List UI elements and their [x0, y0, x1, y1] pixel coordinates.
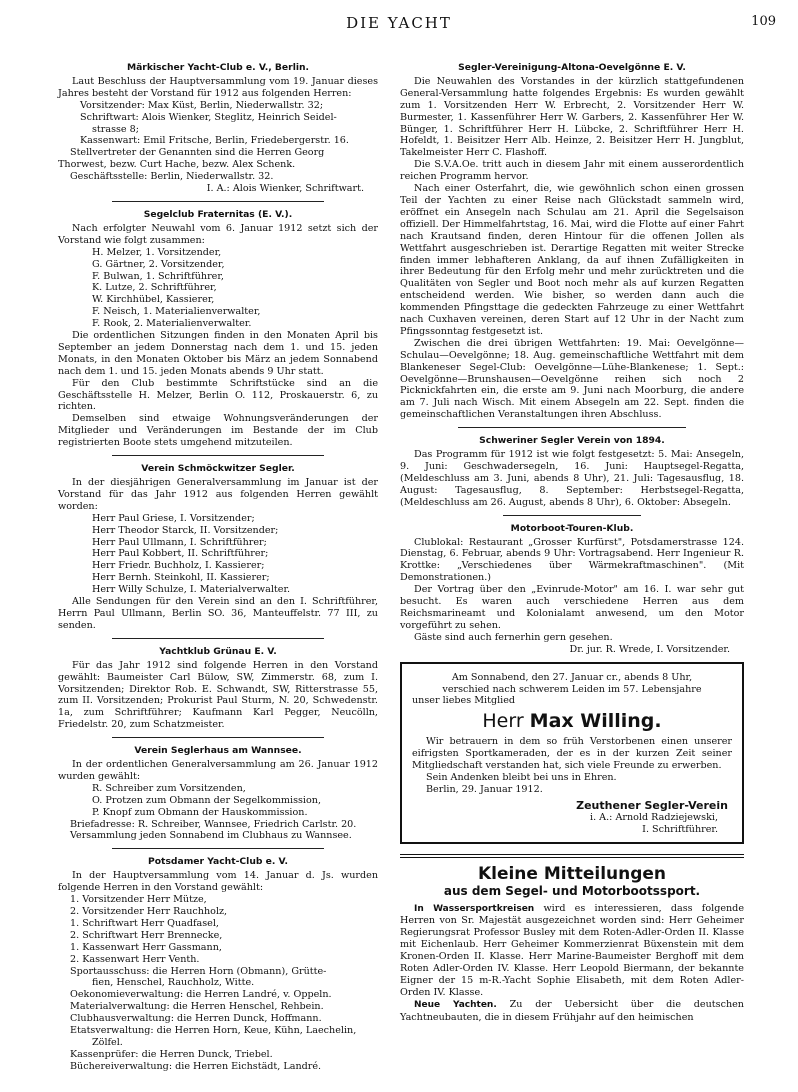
- text-line: Briefadresse: R. Schreiber, Wannsee, Friedrich Carlstr. 20.: [70, 818, 357, 830]
- paragraph: In der ordentlichen Generalversammlung am 26. Januar 1912 wurden gewählt:: [58, 759, 378, 782]
- member-line: Herr Theodor Starck, II. Vorsitzender;: [92, 524, 279, 536]
- paragraph: Sein Andenken bleibt bei uns in Ehren.: [426, 772, 617, 784]
- journal-title: DIE YACHT: [346, 14, 452, 32]
- text-line: Oekonomieverwaltung: die Herren Landré, v. Oppeln.: [70, 989, 332, 1001]
- text-line: R. Schreiber zum Vorsitzenden,: [92, 782, 246, 794]
- section-subheading: aus dem Segel- und Motorbootssport.: [443, 883, 701, 898]
- section-title: Schweriner Segler Verein von 1894.: [479, 435, 665, 447]
- paragraph: In der Hauptversammlung vom 14. Januar d. Js. wurden folgende Herren in den Vorstand gewählt:: [58, 870, 378, 894]
- section-title: Potsdamer Yacht-Club e. V.: [148, 856, 288, 868]
- text-line: Schriftwart: Alois Wienker, Steglitz, Heinrich Seidel-: [80, 111, 337, 123]
- paragraph: Für den Club bestimmte Schriftstücke sind an die Geschäftsstelle H. Melzer, Berlin O. 112, Proskauerstr. 6, zu richten.: [58, 377, 378, 413]
- section-kleine-mitteilungen: [400, 854, 744, 1024]
- paragraph: Gäste sind auch fernerhin gern gesehen.: [414, 631, 613, 643]
- lead-in: In Wassersportkreisen: [414, 903, 535, 914]
- page-number: 109: [751, 14, 776, 29]
- paragraph: Nach einer Osterfahrt, die, wie gewöhnlich schon einen grossen Teil der Yachten zu einer Reise nach Glückstadt sammeln wird, eröffnet ein Ansegeln nach Schulau am 21. April die Segelsaison offiziell. Der Himmelfahrtstag, 16. Mai, wird die Flotte auf einer Fahrt nach Krautsand finden, deren Hintour für die offenen Jollen als Wettfahrt ausgeschrieben ist. Derartige Regatten mit weiter Strecke finden immer lebhafteren Anklang, da auf ihnen Zufälligkeiten in ihrer Bedeutung für den Erfolg mehr und mehr zurücktreten und die Qualitäten von Segler und Boot noch mehr als auf kurzen Regatten entscheidend werden. Wie bisher, so werden dann auch die kommenden Pfingsttage die gedeckten Fahrzeuge zu einer Wettfahrt nach Cuxhaven vereinen, deren Start auf 12 Uhr in der Nacht zum Pfingssonntag festgesetzt ist.: [400, 183, 744, 337]
- member-line: F. Neisch, 1. Materialienverwalter,: [92, 306, 261, 318]
- text-line: Büchereiverwaltung: die Herren Eichstädt, Landré.: [70, 1060, 322, 1072]
- deceased-name: [412, 709, 732, 733]
- signature: I. A.: Alois Wienker, Schriftwart.: [206, 183, 364, 195]
- section-title: Verein Seglerhaus am Wannsee.: [134, 745, 302, 757]
- text-line: fien, Henschel, Rauchholz, Witte.: [92, 977, 255, 989]
- obituary-notice: [400, 662, 744, 844]
- section-potsdamer-yacht-club: [58, 856, 378, 1072]
- text-line: Stellvertreter der Genannten sind die Herren Georg: [70, 147, 325, 159]
- left-column: [58, 62, 378, 1079]
- text-line: Sportausschuss: die Herren Horn (Obmann), Grütte-: [70, 965, 327, 977]
- paragraph: Die S.V.A.Oe. tritt auch in diesem Jahr mit einem ausserordentlich reichen Programm hervor.: [400, 159, 744, 183]
- paragraph: Laut Beschluss der Hauptversammlung vom 19. Januar dieses Jahres besteht der Vorstand für 1912 aus folgenden Herren:: [58, 75, 378, 99]
- paragraph: Alle Sendungen für den Verein sind an den I. Schriftführer, Herrn Paul Ullmann, Berlin SO. 36, Manteuffelstr. 77 III, zu senden.: [58, 596, 378, 631]
- member-line: Herr Bernh. Steinkohl, II. Kassierer;: [92, 572, 270, 584]
- member-line: Herr Friedr. Buchholz, I. Kassierer;: [92, 560, 265, 572]
- text-line: Kassenwart: Emil Fritsche, Berlin, Friedebergerstr. 16.: [80, 135, 349, 147]
- section-title: Yachtklub Grünau E. V.: [159, 645, 277, 657]
- paragraph: Für das Jahr 1912 sind folgende Herren in den Vorstand gewählt: Baumeister Carl Bülow, SW, Zimmerstr. 68, zum I. Vorsitzenden; Direktor Rob. E. Schwandt, SW, Ritterstrasse 55, zum II. Vorsitzenden; Prokurist Paul Sturm, N. 20, Schwedenstr. 1a, zum Schriftführer; Kaufmann Karl Pegger, Neucölln, Friedelstr. 20, zum Schatzmeister.: [58, 659, 378, 731]
- text-line: 1. Vorsitzender Herr Mütze,: [70, 894, 207, 906]
- section-sv-altona-oevelgoenne: [400, 62, 744, 428]
- text-line: 2. Kassenwart Herr Venth.: [70, 953, 200, 965]
- section-yachtklub-gruenau: [58, 646, 378, 738]
- text-line: Etatsverwaltung: die Herren Horn, Keue, Kühn, Laechelin,: [70, 1025, 357, 1037]
- section-title: Segelclub Fraternitas (E. V.).: [143, 208, 293, 220]
- club-name: Zeuthener Segler-Verein: [576, 798, 728, 812]
- divider: [458, 427, 685, 428]
- place-date: Berlin, 29. Januar 1912.: [426, 783, 543, 795]
- text-line: Clubhausverwaltung: die Herren Dunck, Hoffmann.: [70, 1013, 322, 1025]
- paragraph: Das Programm für 1912 ist wie folgt festgesetzt: 5. Mai: Ansegeln, 9. Juni: Geschwadersegeln, 16. Juni: Hauptsegel-Regatta, (Meldeschluss am 3. Juni, abends 8 Uhr), 21. Juli: Tagesausflug, 18. August: Tagesausflug, 8. September: Herbstsegel-Regatta, (Meldeschluss am 26. August, abends 8 Uhr), 6. Oktober: Absegeln.: [400, 449, 744, 508]
- paragraph: Wir betrauern in dem so früh Verstorbenen einen unserer eifrigsten Sportkameraden, der es in der kurzen Zeit seiner Mitgliedschaft verstanden hat, sich viele Freunde zu erwerben.: [412, 736, 732, 772]
- divider: [112, 638, 323, 639]
- member-line: H. Melzer, 1. Vorsitzender,: [92, 246, 222, 258]
- text-line: Thorwest, bezw. Curt Hache, bezw. Alex Schenk.: [58, 159, 296, 171]
- text-line: Am Sonnabend, den 27. Januar cr., abends 8 Uhr,: [451, 671, 693, 683]
- section-schmoeckwitzer-segler: [58, 463, 378, 639]
- member-line: Herr Paul Kobbert, II. Schriftführer;: [92, 548, 269, 560]
- section-seglerhaus-wannsee: [58, 745, 378, 849]
- member-line: Herr Paul Ullmann, I. Schriftführer;: [92, 536, 267, 548]
- text-line: unser liebes Mitglied: [412, 695, 516, 707]
- signature: I. Schriftführer.: [642, 823, 718, 835]
- text-line: 2. Schriftwart Herr Brennecke,: [70, 929, 223, 941]
- paragraph: Demselben sind etwaige Wohnungsveränderungen der Mitglieder und Veränderungen im Bestande der im Club registrierten Boote stets umgehend mitzuteilen.: [58, 413, 378, 449]
- text-line: strasse 8;: [92, 123, 139, 135]
- paragraph-text: wird es interessieren, dass folgende Herren von Sr. Majestät ausgezeichnet worden sind: Herr Geheimer Regierungsrat Professor Busley mit dem Roten-Adler-Orden II. Klasse mit Eichenlaub. Herr Geheimer Kommerzienrat Büxenstein mit dem Kronen-Orden II. Klasse. Herr Marine-Baumeister Berghoff mit dem Roten Adler-Orden IV. Klasse. Herr Leopold Biermann, der bekannte Eigner der 15 m-R.-Yacht Sophie Elisabeth, mit dem Roten Adler-Orden IV. Klasse.: [400, 902, 745, 998]
- paragraph: Clublokal: Restaurant „Grosser Kurfürst", Potsdamerstrasse 124. Dienstag, 6. Februar, abends 9 Uhr: Vortragsabend. Herr Ingenieur R. Krottke: „Verschiedenes über Wärmekraftmaschinen". (Mit Demonstrationen.): [400, 536, 744, 584]
- divider: [112, 201, 323, 202]
- section-maerkischer-yacht-club: [58, 62, 378, 202]
- text-line: 1. Schriftwart Herr Quadfasel,: [70, 917, 219, 929]
- text-line: O. Protzen zum Obmann der Segelkommission,: [92, 794, 322, 806]
- signature: Dr. jur. R. Wrede, I. Vorsitzender.: [569, 643, 730, 655]
- text-line: Kassenprüfer: die Herren Dunck, Triebel.: [70, 1048, 273, 1060]
- text-line: verschied nach schwerem Leiden im 57. Lebensjahre: [442, 683, 702, 695]
- paragraph: Zwischen die drei übrigen Wettfahrten: 19. Mai: Oevelgönne—Schulau—Oevelgönne; 18. Aug. gemeinschaftliche Wettfahrt mit dem Blankeneser Segel-Club: Oevelgönne—Lühe-Blankenese; 1. Sept.: Oevelgönne—Brunshausen—Oevelgönne reihen sich noch 2 Picknickfahrten ein, die erste am 9. Juni nach Moorburg, die andere am 7. Juli nach Wisch. Mit einem Absegeln am 22. Sept. finden die gemeinschaftlichen Veranstaltungen ihren Abschluss.: [400, 337, 744, 421]
- text-line: Materialverwaltung: die Herren Henschel, Rehbein.: [70, 1001, 324, 1013]
- section-title: Märkischer Yacht-Club e. V., Berlin.: [126, 62, 310, 73]
- member-line: K. Lutze, 2. Schriftführer,: [92, 282, 217, 294]
- section-schweriner-segler-verein: [400, 435, 744, 515]
- text-line: Geschäftsstelle: Berlin, Niederwallstr. 32.: [70, 171, 274, 183]
- text-line: Versammlung jeden Sonnabend im Clubhaus zu Wannsee.: [70, 830, 352, 842]
- member-line: F. Rook, 2. Materialienverwalter.: [92, 318, 252, 330]
- member-line: Herr Willy Schulze, I. Materialverwalter.: [92, 584, 291, 596]
- text-line: P. Knopf zum Obmann der Hauskommission.: [92, 806, 308, 818]
- section-heading: Kleine Mitteilungen: [477, 863, 667, 884]
- text-line: 1. Kassenwart Herr Gassmann,: [70, 941, 222, 953]
- section-title: Segler-Vereinigung-Altona-Oevelgönne E. V.: [458, 62, 686, 73]
- paragraph-text: Zu der Uebersicht über die deutschen Yachtneubauten, die in diesem Frühjahr auf den heimischen: [400, 998, 744, 1023]
- member-line: G. Gärtner, 2. Vorsitzender,: [92, 258, 225, 270]
- section-segelclub-fraternitas: [58, 209, 378, 456]
- paragraph: Der Vortrag über den „Evinrude-Motor" am 16. I. war sehr gut besucht. Es waren auch verschiedene Herren aus dem Reichsmarineamt und Kolonialamt anwesend, um den Motor vorgeführt zu sehen.: [400, 584, 744, 631]
- paragraph: [400, 903, 744, 999]
- member-line: Herr Paul Griese, I. Vorsitzender;: [92, 512, 255, 524]
- page-header: [0, 14, 798, 36]
- divider: [112, 737, 323, 738]
- divider: [112, 848, 323, 849]
- divider: [112, 455, 323, 456]
- paragraph: Die Neuwahlen des Vorstandes in der kürzlich stattgefundenen General-Versammlung hatte folgendes Ergebnis: Es wurden gewählt zum 1. Vorsitzenden Herr W. Erbrecht, 2. Vorsitzender Herr W. Burmester, 1. Kassenführer Herr W. Garbers, 2. Kassenführer Her W. Bünger, 1. Schriftführer Herr H. Lübcke, 2. Schriftführer Herr H. Hofeldt, 1. Beisitzer Herr Alb. Heinze, 2. Beisitzer Herr H. Jungblut, Takelmeister Herr C. Flashoff.: [400, 75, 744, 159]
- divider: [503, 515, 641, 516]
- lead-in: Neue Yachten.: [414, 999, 497, 1010]
- member-line: F. Bulwan, 1. Schriftführer,: [92, 270, 224, 282]
- name-text: Max Willing.: [529, 710, 662, 733]
- text-line: Zölfel.: [92, 1036, 123, 1048]
- paragraph: [400, 999, 744, 1024]
- section-motorboot-touren-klub: [400, 523, 744, 656]
- paragraph: Nach erfolgter Neuwahl vom 6. Januar 1912 setzt sich der Vorstand wie folgt zusammen:: [58, 222, 378, 246]
- text-line: Vorsitzender: Max Küst, Berlin, Niederwallstr. 32;: [80, 99, 324, 111]
- section-title: Motorboot-Touren-Klub.: [510, 522, 634, 534]
- paragraph: Die ordentlichen Sitzungen finden in den Monaten April bis September an jedem Donnerstag nach dem 1. und 15. jeden Monats, in den Monaten Oktober bis März an jedem Sonnabend nach dem 1. und 15. jeden Monats abends 9 Uhr statt.: [58, 330, 378, 377]
- right-column: [400, 62, 744, 1024]
- member-line: W. Kirchhübel, Kassierer,: [92, 294, 215, 306]
- name-prefix: Herr: [482, 710, 524, 733]
- signature: i. A.: Arnold Radziejewski,: [590, 811, 718, 823]
- paragraph: In der diesjährigen Generalversammlung im Januar ist der Vorstand für das Jahr 1912 aus folgenden Herren gewählt worden:: [58, 477, 378, 512]
- text-line: 2. Vorsitzender Herr Rauchholz,: [70, 906, 228, 917]
- section-title: Verein Schmöckwitzer Segler.: [141, 463, 295, 475]
